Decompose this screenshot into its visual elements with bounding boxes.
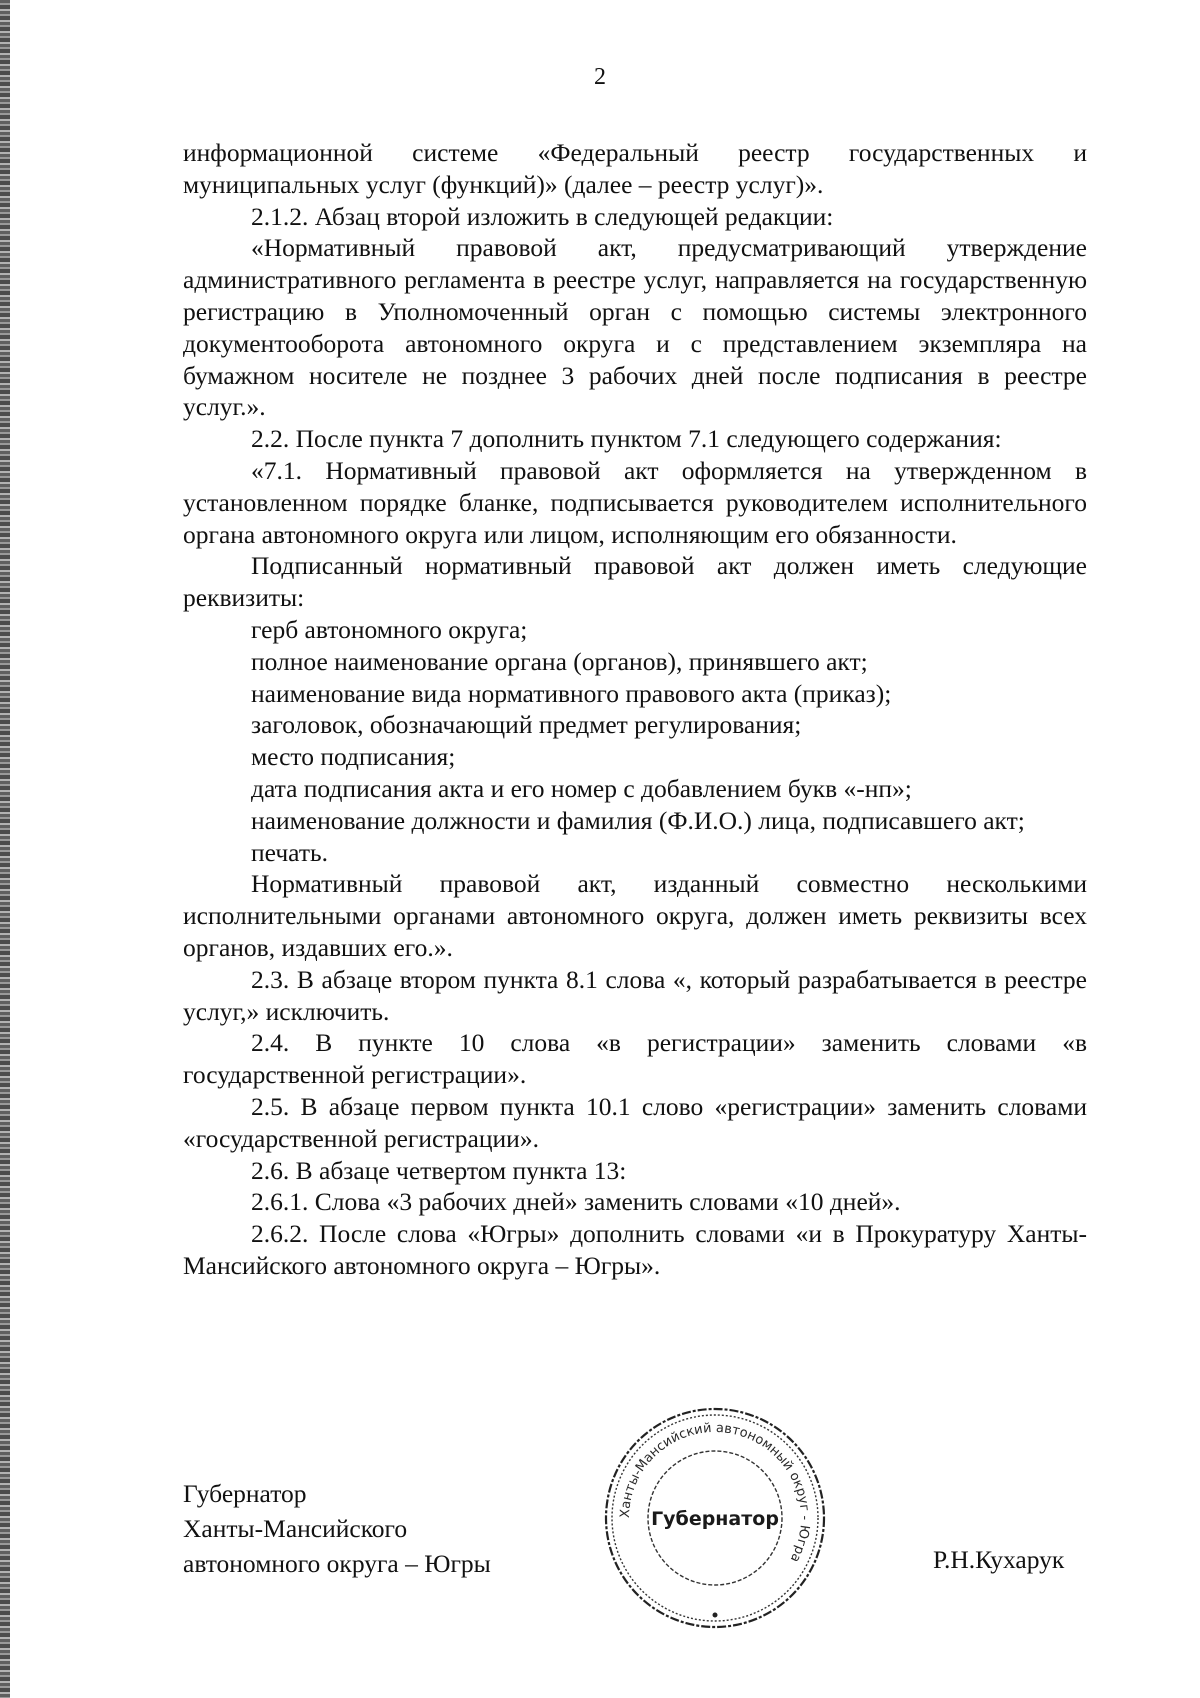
paragraph: 2.2. После пункта 7 дополнить пунктом 7.1 следующего содержания: [251,424,1002,454]
signature-title-line: Ханты-Мансийского [183,1514,408,1543]
scan-edge-artifact [0,0,10,1698]
official-seal [600,1403,830,1633]
paragraph: «7.1. Нормативный правовой акт оформляется на утвержденном в установленном порядке бланке, подписывается руководителем исполнительного органа автономного округа или лицом, исполняющим его обязанности. [183,455,1087,549]
list-item: заголовок, обозначающий предмет регулирования; [251,710,802,740]
paragraph: 2.5. В абзаце первом пункта 10.1 слово «регистрации» заменить словами «государственной регистрации». [183,1091,1087,1153]
list-item: наименование должности и фамилия (Ф.И.О.) лица, подписавшего акт; [251,805,1025,835]
list-item: полное наименование органа (органов), принявшего акт; [251,646,868,676]
list-item: место подписания; [251,742,456,772]
paragraph: 2.1.2. Абзац второй изложить в следующей редакции: [251,201,834,231]
paragraph: 2.3. В абзаце втором пункта 8.1 слова «, который разрабатывается в реестре услуг,» исключить. [183,964,1087,1026]
paragraph: «Нормативный правовой акт, предусматривающий утверждение административного регламента в реестре услуг, направляется на государственную регистрацию в Уполномоченный орган с помощью системы электронного документооборота автономного округа и с представлением экземпляра на бумажном носителе не позднее 3 рабочих дней после подписания в реестре услуг.». [183,233,1087,422]
seal-ring-text [618,1421,812,1565]
list-item: наименование вида нормативного правового акта (приказ); [251,678,892,708]
list-item: печать. [251,837,328,867]
paragraph: Нормативный правовой акт, изданный совместно несколькими исполнительными органами автономного округа, должен иметь реквизиты всех органов, издавших его.». [183,869,1087,962]
paragraph: 2.6. В абзаце четвертом пункта 13: [251,1155,627,1185]
signature-title-line: автономного округа – Югры [183,1549,491,1578]
paragraph: Подписанный нормативный правовой акт должен иметь следующие реквизиты: [183,551,1087,613]
signature-title [183,1476,491,1581]
paragraph: 2.6.2. После слова «Югры» дополнить словами «и в Прокуратуру Ханты-Мансийского автономного округа – Югры». [183,1219,1087,1280]
seal-center-text: Губернатор [651,1508,779,1530]
signatory-name: Р.Н.Кухарук [933,1545,1065,1574]
list-item: герб автономного округа; [251,614,528,644]
document-body [183,137,1087,1282]
seal-ring-textpath: Ханты-Мансийский автономный округ - Югра [617,1420,813,1565]
paragraph: информационной системе «Федеральный реестр государственных и муниципальных услуг (функций)» (далее – реестр услуг)». [183,138,1087,199]
paragraph: 2.4. В пункте 10 слова «в регистрации» заменить словами «в государственной регистрации». [183,1028,1087,1090]
signature-title-line: Губернатор [183,1479,307,1508]
page-number: 2 [594,64,606,90]
list-item: дата подписания акта и его номер с добавлением букв «-нп»; [251,773,912,803]
paragraph: 2.6.1. Слова «3 рабочих дней» заменить словами «10 дней». [251,1187,901,1217]
seal-dot [713,1613,718,1618]
